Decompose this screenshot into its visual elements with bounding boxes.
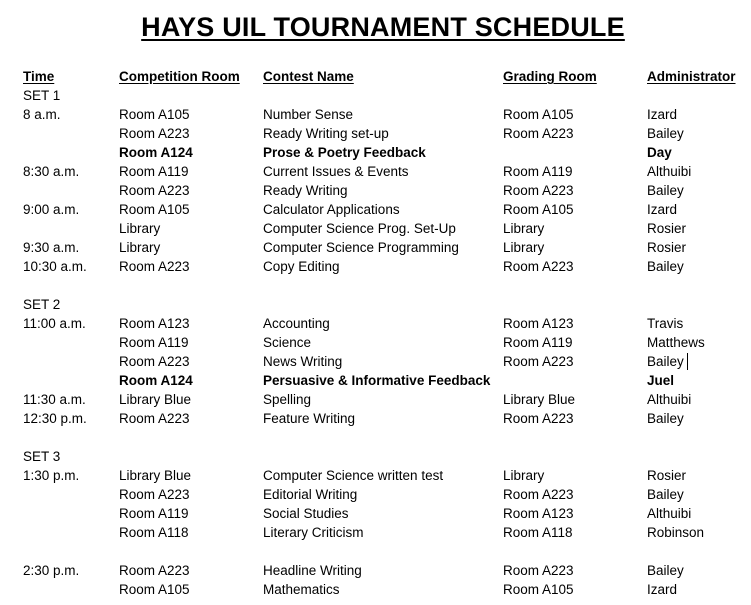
administrator-cell: Bailey — [647, 411, 684, 426]
contest-name-cell: Copy Editing — [263, 259, 340, 274]
grading-room-cell: Room A119 — [503, 164, 573, 179]
grading-room-cell: Room A119 — [503, 335, 573, 350]
competition-room-cell: Room A105 — [119, 107, 190, 122]
grading-room-cell: Room A223 — [503, 411, 574, 426]
contest-name-cell: Computer Science Prog. Set-Up — [263, 221, 456, 236]
administrator-cell: Day — [647, 145, 672, 160]
administrator-cell: Althuibi — [647, 164, 692, 179]
administrator-cell: Bailey — [647, 487, 684, 502]
table-row — [0, 523, 751, 542]
time-cell: 1:30 p.m. — [23, 468, 80, 483]
competition-room-cell: Library Blue — [119, 468, 192, 483]
table-row — [0, 105, 751, 124]
set-label: SET 2 — [23, 297, 61, 312]
table-row — [0, 257, 751, 276]
header-competition-room: Competition Room — [119, 69, 240, 84]
competition-room-cell: Room A124 — [119, 145, 193, 160]
competition-room-cell: Room A124 — [119, 373, 193, 388]
grading-room-cell: Room A223 — [503, 183, 574, 198]
set-heading-row — [0, 447, 751, 466]
table-row — [0, 371, 751, 390]
grading-room-cell: Room A223 — [503, 126, 574, 141]
administrator-cell: Bailey — [647, 126, 684, 141]
administrator-cell: Althuibi — [647, 506, 692, 521]
header-time: Time — [23, 69, 55, 84]
grading-room-cell: Library Blue — [503, 392, 576, 407]
table-row — [0, 485, 751, 504]
table-row — [0, 314, 751, 333]
grading-room-cell: Library — [503, 468, 545, 483]
table-row — [0, 390, 751, 409]
time-cell: 9:00 a.m. — [23, 202, 80, 217]
administrator-cell: Bailey — [647, 183, 684, 198]
grading-room-cell: Room A223 — [503, 487, 574, 502]
contest-name-cell: Prose & Poetry Feedback — [263, 145, 426, 160]
table-row — [0, 352, 751, 371]
administrator-cell: Matthews — [647, 335, 705, 350]
competition-room-cell: Room A223 — [119, 563, 190, 578]
competition-room-cell: Room A123 — [119, 316, 190, 331]
table-row — [0, 143, 751, 162]
contest-name-cell: Editorial Writing — [263, 487, 358, 502]
competition-room-cell: Library — [119, 240, 161, 255]
blank-row — [0, 542, 751, 561]
time-cell: 10:30 a.m. — [23, 259, 87, 274]
set-label: SET 3 — [23, 449, 61, 464]
table-row — [0, 580, 751, 599]
table-row — [0, 162, 751, 181]
set-heading-row — [0, 295, 751, 314]
contest-name-cell: Current Issues & Events — [263, 164, 409, 179]
grading-room-cell: Room A223 — [503, 563, 574, 578]
time-cell: 11:30 a.m. — [23, 392, 86, 407]
administrator-cell: Bailey — [647, 259, 684, 274]
table-header — [0, 67, 751, 86]
administrator-cell: Juel — [647, 373, 675, 388]
time-cell: 8:30 a.m. — [23, 164, 80, 179]
contest-name-cell: Accounting — [263, 316, 330, 331]
header-grading-room: Grading Room — [503, 69, 597, 84]
competition-room-cell: Room A223 — [119, 487, 190, 502]
text-cursor — [687, 353, 688, 370]
contest-name-cell: Computer Science written test — [263, 468, 444, 483]
competition-room-cell: Room A119 — [119, 164, 189, 179]
time-cell: 9:30 a.m. — [23, 240, 80, 255]
administrator-cell: Rosier — [647, 221, 687, 236]
administrator-cell: Izard — [647, 107, 678, 122]
contest-name-cell: Headline Writing — [263, 563, 362, 578]
competition-room-cell: Room A223 — [119, 126, 190, 141]
document-title: HAYS UIL TOURNAMENT SCHEDULE — [141, 12, 625, 42]
competition-room-cell: Room A105 — [119, 582, 190, 597]
administrator-cell: Izard — [647, 202, 678, 217]
contest-name-cell: Feature Writing — [263, 411, 356, 426]
competition-room-cell: Room A223 — [119, 259, 190, 274]
grading-room-cell: Library — [503, 221, 545, 236]
grading-room-cell: Room A105 — [503, 202, 574, 217]
table-row — [0, 124, 751, 143]
competition-room-cell: Room A118 — [119, 525, 189, 540]
grading-room-cell: Room A105 — [503, 582, 574, 597]
time-cell: 2:30 p.m. — [23, 563, 80, 578]
administrator-cell: Althuibi — [647, 392, 692, 407]
grading-room-cell: Room A105 — [503, 107, 574, 122]
contest-name-cell: Ready Writing set-up — [263, 126, 389, 141]
administrator-cell: Rosier — [647, 240, 687, 255]
header-contest-name: Contest Name — [263, 69, 354, 84]
contest-name-cell: Mathematics — [263, 582, 340, 597]
contest-name-cell: Literary Criticism — [263, 525, 364, 540]
table-row — [0, 561, 751, 580]
administrator-cell: Bailey — [647, 354, 684, 369]
set-label: SET 1 — [23, 88, 61, 103]
administrator-cell: Izard — [647, 582, 678, 597]
contest-name-cell: Calculator Applications — [263, 202, 400, 217]
grading-room-cell: Room A223 — [503, 354, 574, 369]
competition-room-cell: Room A105 — [119, 202, 190, 217]
table-row — [0, 238, 751, 257]
table-row — [0, 504, 751, 523]
contest-name-cell: Persuasive & Informative Feedback — [263, 373, 491, 388]
table-row — [0, 219, 751, 238]
table-row — [0, 409, 751, 428]
blank-row — [0, 428, 751, 447]
contest-name-cell: News Writing — [263, 354, 343, 369]
competition-room-cell: Room A223 — [119, 183, 190, 198]
contest-name-cell: Computer Science Programming — [263, 240, 459, 255]
grading-room-cell: Room A223 — [503, 259, 574, 274]
header-administrator: Administrator — [647, 69, 736, 84]
competition-room-cell: Room A223 — [119, 354, 190, 369]
grading-room-cell: Room A123 — [503, 506, 574, 521]
blank-row — [0, 276, 751, 295]
competition-room-cell: Library Blue — [119, 392, 192, 407]
contest-name-cell: Ready Writing — [263, 183, 348, 198]
table-row — [0, 466, 751, 485]
table-row — [0, 181, 751, 200]
grading-room-cell: Room A123 — [503, 316, 574, 331]
administrator-cell: Bailey — [647, 563, 684, 578]
administrator-cell: Robinson — [647, 525, 705, 540]
contest-name-cell: Social Studies — [263, 506, 349, 521]
time-cell: 8 a.m. — [23, 107, 61, 122]
administrator-cell: Travis — [647, 316, 684, 331]
contest-name-cell: Science — [263, 335, 312, 350]
table-row — [0, 333, 751, 352]
competition-room-cell: Library — [119, 221, 161, 236]
set-heading-row — [0, 86, 751, 105]
contest-name-cell: Number Sense — [263, 107, 354, 122]
grading-room-cell: Library — [503, 240, 545, 255]
contest-name-cell: Spelling — [263, 392, 312, 407]
administrator-cell: Rosier — [647, 468, 687, 483]
competition-room-cell: Room A119 — [119, 335, 189, 350]
table-row — [0, 200, 751, 219]
competition-room-cell: Room A223 — [119, 411, 190, 426]
time-cell: 11:00 a.m. — [23, 316, 86, 331]
grading-room-cell: Room A118 — [503, 525, 573, 540]
time-cell: 12:30 p.m. — [23, 411, 87, 426]
competition-room-cell: Room A119 — [119, 506, 189, 521]
